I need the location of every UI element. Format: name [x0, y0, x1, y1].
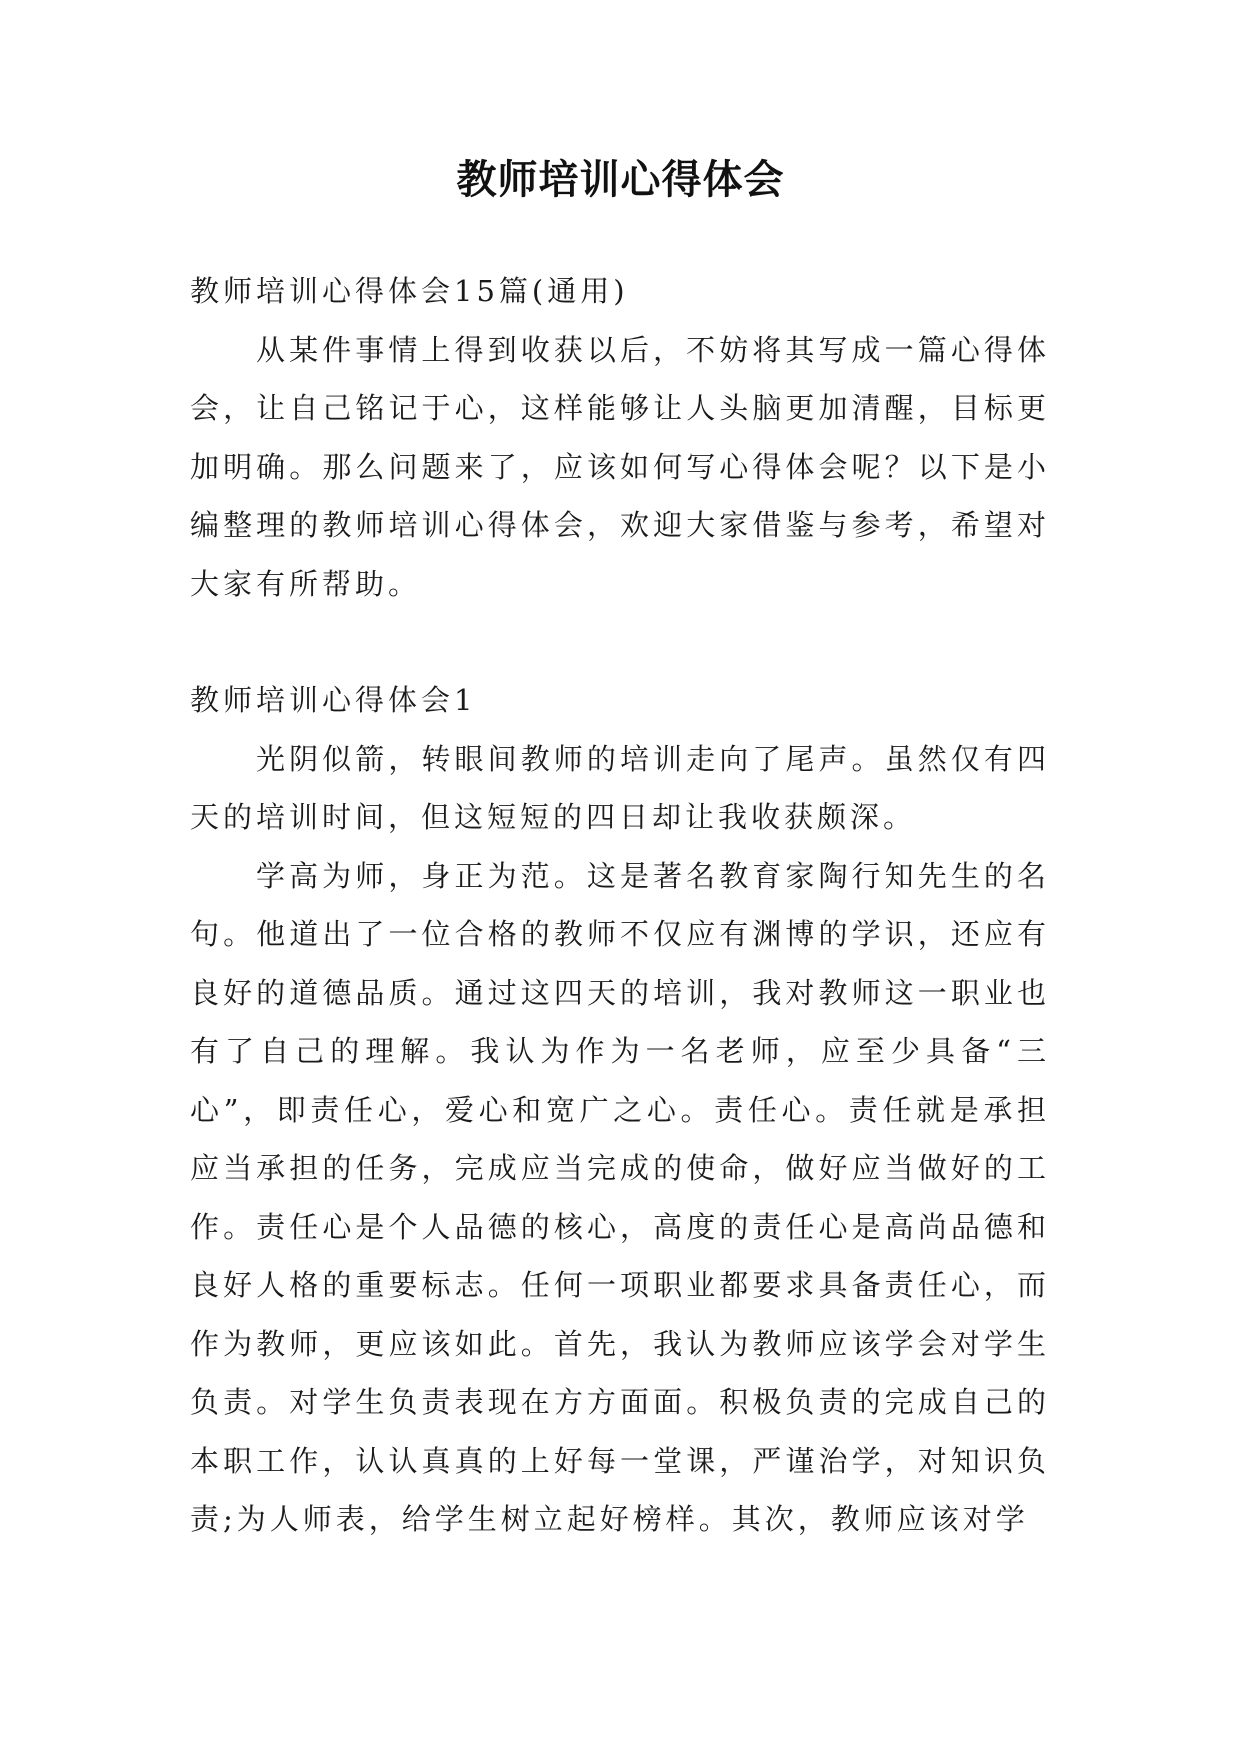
- intro-paragraph: 从某件事情上得到收获以后，不妨将其写成一篇心得体会，让自己铭记于心，这样能够让人头脑更加清醒，目标更加明确。那么问题来了，应该如何写心得体会呢？以下是小编整理的教师培训心得体会，欢迎大家借鉴与参考，希望对大家有所帮助。: [190, 332, 1050, 601]
- paragraph-spacer: [190, 613, 1050, 671]
- document-body: [190, 262, 1050, 1549]
- section-heading: 教师培训心得体会1: [190, 683, 477, 717]
- document-subtitle: 教师培训心得体会15篇(通用): [190, 274, 629, 308]
- body-paragraph: 学高为师，身正为范。这是著名教育家陶行知先生的名句。他道出了一位合格的教师不仅应有渊博的学识，还应有良好的道德品质。通过这四天的培训，我对教师这一职业也有了自己的理解。我认为作为一名老师，应至少具备“三心”，即责任心，爱心和宽广之心。责任心。责任就是承担应当承担的任务，完成应当完成的使命，做好应当做好的工作。责任心是个人品德的核心，高度的责任心是高尚品德和良好人格的重要标志。任何一项职业都要求具备责任心，而作为教师，更应该如此。首先，我认为教师应该学会对学生负责。对学生负责表现在方方面面。积极负责的完成自己的本职工作，认认真真的上好每一堂课，严谨治学，对知识负责;为人师表，给学生树立起好榜样。其次，教师应该对学: [190, 858, 1050, 1536]
- body-paragraph: 光阴似箭，转眼间教师的培训走向了尾声。虽然仅有四天的培训时间，但这短短的四日却让我收获颇深。: [190, 741, 1050, 834]
- document-title: 教师培训心得体会: [456, 157, 785, 203]
